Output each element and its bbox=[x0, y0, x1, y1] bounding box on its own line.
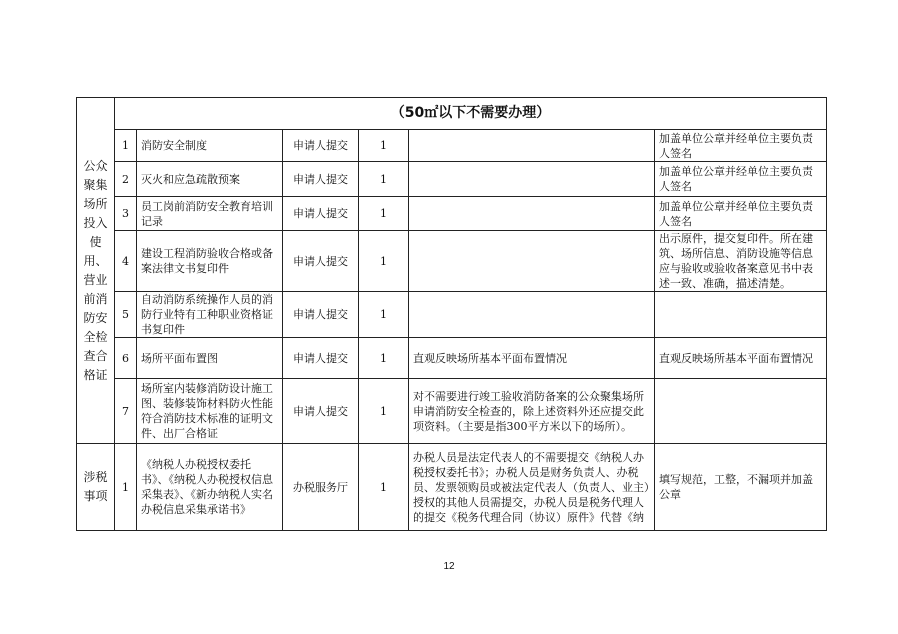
material-source: 申请人提交 bbox=[283, 379, 359, 444]
copies: 1 bbox=[359, 130, 409, 162]
material-name: 自动消防系统操作人员的消防行业特有工种职业资格证书复印件 bbox=[137, 292, 283, 338]
table-row bbox=[77, 231, 827, 292]
material-source: 申请人提交 bbox=[283, 231, 359, 292]
table-row bbox=[77, 197, 827, 231]
requirement: 办税人员是法定代表人的不需要提交《纳税人办税授权委托书》；办税人员是财务负责人、办税员、发票领购员或被法定代表人（负责人、业主）授权的其他人员需提交，办税人员是税务代理人的提交《税务代理合同（协议）原件》代替《纳 bbox=[409, 444, 655, 531]
material-source: 申请人提交 bbox=[283, 197, 359, 231]
requirement bbox=[409, 292, 655, 338]
page-number: 12 bbox=[443, 561, 455, 572]
row-number: 6 bbox=[115, 338, 137, 379]
material-name: 消防安全制度 bbox=[137, 130, 283, 162]
material-name: 员工岗前消防安全教育培训记录 bbox=[137, 197, 283, 231]
copies: 1 bbox=[359, 444, 409, 531]
category-tax: 涉税事项 bbox=[77, 444, 115, 531]
row-number: 1 bbox=[115, 444, 137, 531]
note: 直观反映场所基本平面布置情况 bbox=[655, 338, 827, 379]
material-source: 申请人提交 bbox=[283, 292, 359, 338]
copies: 1 bbox=[359, 197, 409, 231]
row-number: 2 bbox=[115, 162, 137, 197]
note bbox=[655, 379, 827, 444]
material-source: 办税服务厅 bbox=[283, 444, 359, 531]
note: 出示原件，提交复印件。所在建筑、场所信息、消防设施等信息应与验收或验收备案意见书中表述一致、准确，描述清楚。 bbox=[655, 231, 827, 292]
material-name: 场所室内装修消防设计施工图、装修装饰材料防火性能符合消防技术标准的证明文件、出厂合格证 bbox=[137, 379, 283, 444]
material-source: 申请人提交 bbox=[283, 162, 359, 197]
material-source: 申请人提交 bbox=[283, 130, 359, 162]
note: 加盖单位公章并经单位主要负责人签名 bbox=[655, 162, 827, 197]
material-name: 建设工程消防验收合格或备案法律文书复印件 bbox=[137, 231, 283, 292]
copies: 1 bbox=[359, 338, 409, 379]
material-name: 场所平面布置图 bbox=[137, 338, 283, 379]
requirement bbox=[409, 197, 655, 231]
requirement bbox=[409, 231, 655, 292]
table-row bbox=[77, 338, 827, 379]
table-row bbox=[77, 130, 827, 162]
materials-table bbox=[76, 97, 827, 531]
row-number: 5 bbox=[115, 292, 137, 338]
material-source: 申请人提交 bbox=[283, 338, 359, 379]
note: 加盖单位公章并经单位主要负责人签名 bbox=[655, 130, 827, 162]
requirement: 直观反映场所基本平面布置情况 bbox=[409, 338, 655, 379]
material-name: 灭火和应急疏散预案 bbox=[137, 162, 283, 197]
copies: 1 bbox=[359, 162, 409, 197]
note bbox=[655, 292, 827, 338]
subheading: （50㎡以下不需要办理） bbox=[115, 98, 827, 130]
requirement bbox=[409, 162, 655, 197]
row-number: 1 bbox=[115, 130, 137, 162]
note: 加盖单位公章并经单位主要负责人签名 bbox=[655, 197, 827, 231]
copies: 1 bbox=[359, 231, 409, 292]
row-number: 7 bbox=[115, 379, 137, 444]
table-row bbox=[77, 162, 827, 197]
table-row-tax bbox=[77, 444, 827, 531]
requirement bbox=[409, 130, 655, 162]
note: 填写规范，工整，不漏项并加盖公章 bbox=[655, 444, 827, 531]
requirement: 对不需要进行竣工验收消防备案的公众聚集场所申请消防安全检查的，除上述资料外还应提交此项资料。（主要是指300平方米以下的场所）。 bbox=[409, 379, 655, 444]
table-row bbox=[77, 292, 827, 338]
table-row bbox=[77, 379, 827, 444]
subheading-row bbox=[77, 98, 827, 130]
row-number: 4 bbox=[115, 231, 137, 292]
copies: 1 bbox=[359, 292, 409, 338]
copies: 1 bbox=[359, 379, 409, 444]
category-fire-safety: 公众聚集场所投入使用、营业前消防安全检查合格证 bbox=[77, 98, 115, 444]
row-number: 3 bbox=[115, 197, 137, 231]
material-name: 《纳税人办税授权委托书》、《纳税人办税授权信息采集表》、《新办纳税人实名办税信息采集承诺书》 bbox=[137, 444, 283, 531]
